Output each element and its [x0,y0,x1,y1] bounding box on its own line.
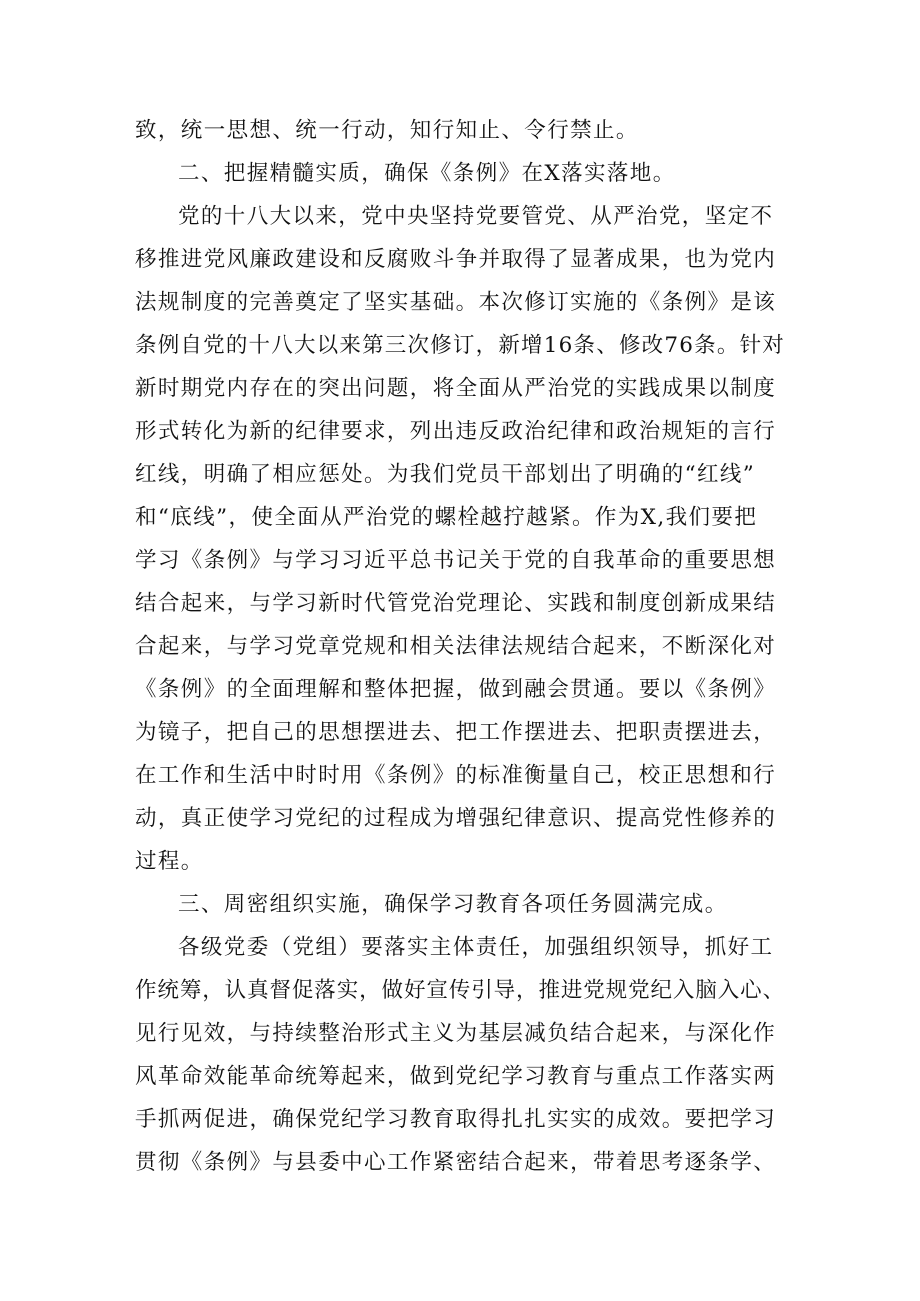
text-line: 合起来，与学习党章党规和相关法律法规结合起来，不断深化对 [135,634,777,659]
text-line: 学习《条例》与学习习近平总书记关于党的自我革命的重要思想 [135,548,777,573]
text-line: 新时期党内存在的突出问题，将全面从严治党的实践成果以制度 [135,376,777,401]
text-line: 风革命效能革命统筹起来，做到党纪学习教育与重点工作落实两 [135,1064,777,1089]
text-line: 作统筹，认真督促落实，做好宣传引导，推进党规党纪入脑入心、 [135,978,785,1003]
text-line: 《条例》的全面理解和整体把握，做到融会贯通。要以《条例》 [135,677,777,702]
text-line: 手抓两促进，确保党纪学习教育取得扎扎实实的成效。要把学习 [135,1107,777,1132]
text-line: 移推进党风廉政建设和反腐败斗争并取得了显著成果，也为党内 [135,247,777,272]
text-line: 法规制度的完善奠定了坚实基础。本次修订实施的《条例》是该 [135,290,777,315]
text-line: 动，真正使学习党纪的过程成为增强纪律意识、提高党性修养的 [135,806,777,831]
document-body [135,109,785,1184]
text-line: 三、周密组织实施，确保学习教育各项任务圆满完成。 [178,892,728,917]
text-line: 结合起来，与学习新时代管党治党理论、实践和制度创新成果结 [135,591,777,616]
text-line: 过程。 [135,849,204,874]
text-line: 贯彻《条例》与县委中心工作紧密结合起来，带着思考逐条学、 [135,1150,777,1175]
text-line: 致，统一思想、统一行动，知行知止、令行禁止。 [135,118,639,143]
text-line: 见行见效，与持续整治形式主义为基层减负结合起来，与深化作 [135,1021,777,1046]
text-line: 红线，明确了相应惩处。为我们党员干部划出了明确的“红线” [135,462,756,487]
text-line: 和“底线”，使全面从严治党的螺栓越拧越紧。作为X,我们要把 [135,505,758,530]
text-line: 形式转化为新的纪律要求，列出违反政治纪律和政治规矩的言行 [135,419,777,444]
text-line: 各级党委（党组）要落实主体责任，加强组织领导，抓好工 [178,935,774,960]
text-line: 在工作和生活中时时用《条例》的标准衡量自己，校正思想和行 [135,763,777,788]
text-line: 二、把握精髓实质，确保《条例》在X落实落地。 [178,161,676,186]
text-line: 党的十八大以来，党中央坚持党要管党、从严治党，坚定不 [178,204,774,229]
text-line: 条例自党的十八大以来第三次修订，新增16条、修改76条。针对 [135,333,785,358]
text-line: 为镜子，把自己的思想摆进去、把工作摆进去、把职责摆进去， [135,720,777,745]
